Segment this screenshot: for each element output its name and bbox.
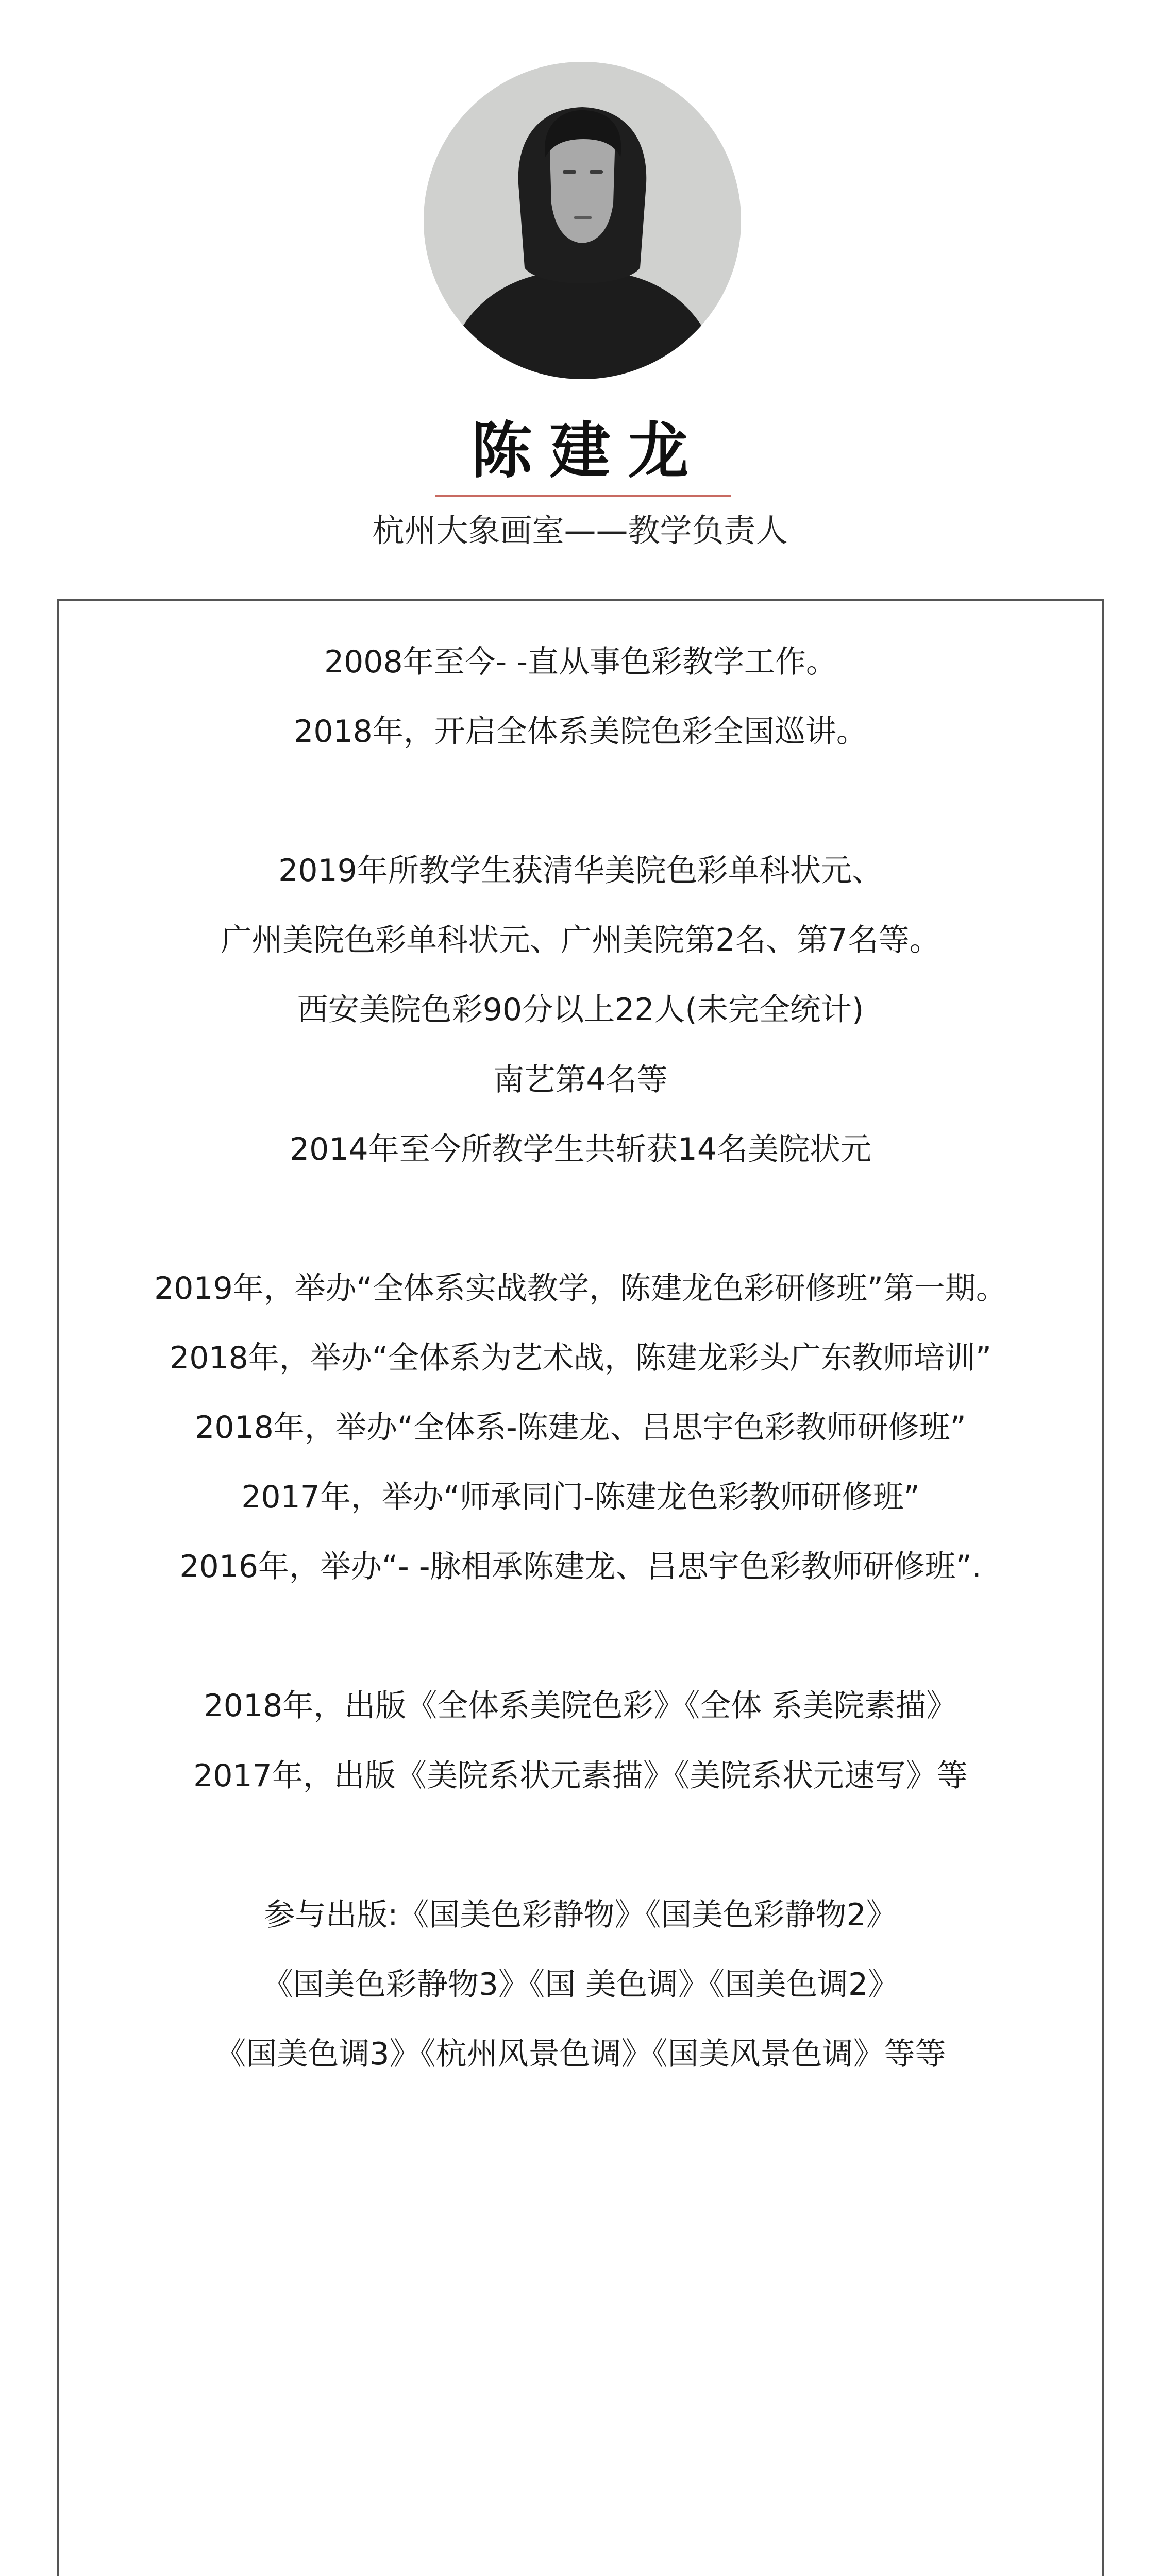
- person-title: 杭州大象画室——教学负责人: [372, 512, 788, 549]
- bio-line: 2014年至今所教学生共斩获14名美院状元: [289, 1131, 872, 1167]
- bio-line: 2018年，出版《全体系美院色彩》《全体 系美院素描》: [204, 1688, 957, 1724]
- portrait-photo: [424, 62, 741, 379]
- bio-line: 2019年，举办“全体系实战教学，陈建龙色彩研修班”第一期。: [154, 1270, 1007, 1307]
- bio-line: 西安美院色彩90分以上22人(未完全统计): [297, 992, 864, 1028]
- bio-frame: [57, 599, 1104, 2576]
- name-underline: [435, 495, 731, 497]
- spacer: [59, 1184, 1102, 1254]
- bio-line: 2018年，举办“全体系为艺术战，陈建龙彩头广东教师培训”: [170, 1340, 991, 1376]
- bio-line: 参与出版:《国美色彩静物》《国美色彩静物2》: [264, 1896, 897, 1933]
- bio-line: 2017年，举办“师承同门-陈建龙色彩教师研修班”: [241, 1479, 920, 1516]
- bio-line: 广州美院色彩单科状元、广州美院第2名、第7名等。: [221, 922, 940, 959]
- avatar: [424, 62, 741, 379]
- bio-line: 《国美色彩静物3》《国 美色调》《国美色调2》: [262, 1966, 899, 2003]
- spacer: [59, 1811, 1102, 1880]
- bio-line: 2008年至今- -直从事色彩教学工作。: [324, 644, 837, 680]
- bio-line: 2019年所教学生获清华美院色彩单科状元、: [278, 853, 883, 889]
- person-name: 陈建龙: [471, 415, 707, 486]
- spacer: [59, 767, 1102, 836]
- bio-text: [59, 628, 1102, 2089]
- bio-line: 2018年，开启全体系美院色彩全国巡讲。: [294, 714, 867, 750]
- bio-line: 南艺第4名等: [493, 1061, 668, 1098]
- spacer: [59, 1602, 1102, 1671]
- bio-line: 2016年，举办“- -脉相承陈建龙、吕思宇色彩教师研修班”.: [179, 1549, 982, 1585]
- bio-line: 2017年，出版《美院系状元素描》《美院系状元速写》等: [193, 1757, 968, 1794]
- bio-line: 2018年，举办“全体系-陈建龙、吕思宇色彩教师研修班”: [195, 1410, 966, 1446]
- bio-line: 《国美色调3》《杭州风景色调》《国美风景色调》等等: [215, 2036, 946, 2072]
